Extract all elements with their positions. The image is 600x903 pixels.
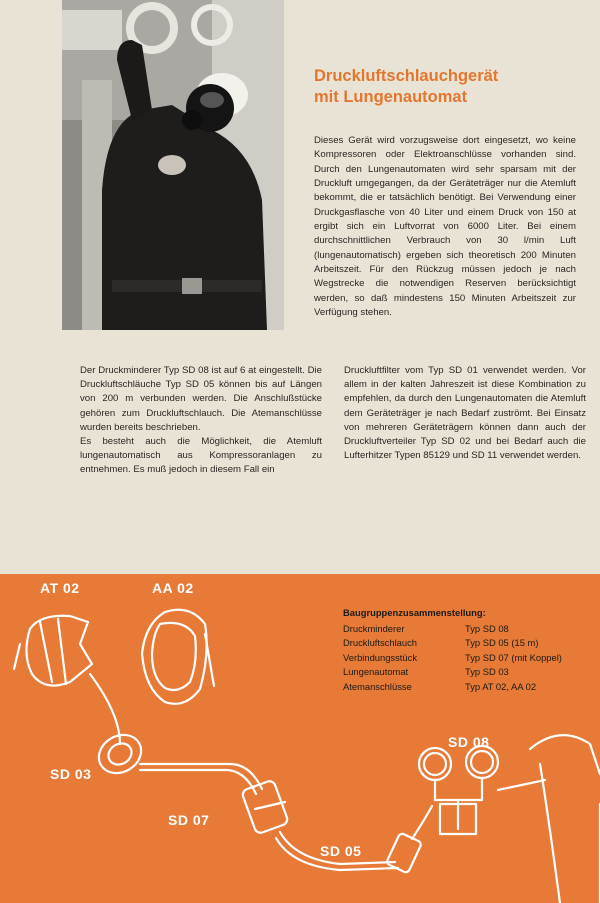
mask-hose: [90, 674, 120, 744]
assembly-row-type: Typ SD 05 (15 m): [465, 637, 539, 649]
left-paragraph-2: Es besteht auch die Möglichkeit, die Atemluft lungenautomatisch aus Kompressoranlagen zu entnehmen. Es muß jedoch in diesem Fall ein: [80, 436, 322, 476]
assembly-row: [343, 680, 583, 695]
assembly-row-name: Atemanschlüsse: [343, 680, 412, 692]
page-title: [314, 66, 584, 108]
assembly-row-type: Typ SD 08: [465, 622, 509, 634]
title-line-2: mit Lungenautomat: [314, 88, 468, 106]
assembly-row-name: Verbindungsstück: [343, 651, 418, 663]
label-at02: AT 02: [40, 580, 80, 596]
assembly-row-name: Druckminderer: [343, 622, 405, 634]
firefighter-illustration: [62, 0, 284, 330]
left-column: [80, 364, 322, 478]
intro-paragraph: Dieses Gerät wird vorzugsweise dort eingesetzt, wo keine Kompressoren oder Elektroanschlüsse vorhanden sind. Durch den Lungenautomaten wird sehr sparsam mit der Druckluft umgegangen, da der Geräteträger nur die Atemluft bekommt, die er tatsächlich benötigt. Bei Verwendung einer Druckgasflasche von 40 Liter und einem Druck von 150 at ergibt sich ein Luftvorrat von 6000 Liter. Bei einem durchschnittlichen Verbrauch von 30 l/min Luft (lungenautomatisch) ergeben sich theoretisch 200 Minuten Arbeitszeit. Für den Rückzug müssen jedoch je nach Wegstrecke die notwendigen Reserven berücksichtigt werden, so daß mindestens 150 Minuten Arbeitszeit zur Verfügung stehen.: [314, 135, 576, 319]
label-aa02: AA 02: [152, 580, 194, 596]
mask-aa02-inner: [152, 623, 196, 690]
assembly-list: [343, 606, 583, 695]
label-sd08: SD 08: [448, 734, 490, 750]
mask-at02-straps: [14, 619, 66, 684]
assembly-row: [343, 622, 583, 637]
assembly-heading: Baugruppenzusammenstellung:: [343, 607, 486, 618]
firefighter-photo: [62, 0, 284, 330]
assembly-row: [343, 665, 583, 680]
assembly-row-name: Lungenautomat: [343, 666, 409, 678]
assembly-row: [343, 651, 583, 666]
right-paragraph-1: Druckluftfilter vom Typ SD 01 verwendet werden. Vor allem in der kalten Jahreszeit ist diese Kombination zu empfehlen, da durch den Lungenautomaten die Atemluft dem Geräteträger je nach Bedarf zuströmt. Bei Einsatz von mehreren Geräteträgern können dann auch der Druckluftverteiler Typ SD 02 und bei Bedarf auch die Lufterhitzer Typen 85129 und SD 11 verwendet werden.: [344, 365, 586, 462]
label-sd07: SD 07: [168, 812, 210, 828]
label-sd05: SD 05: [320, 843, 362, 859]
left-paragraph-1: Der Druckminderer Typ SD 08 ist auf 6 at eingestellt. Die Druckluftschläuche Typ SD 05 können bis auf Längen von 200 m verbunden werden. Die Anschlußstücke gehören zum Druckluftschlauch. Die Atemanschlüsse wurden bereits beschrieben.: [80, 365, 322, 433]
right-column: [344, 364, 586, 463]
assembly-row-type: Typ AT 02, AA 02: [465, 680, 537, 692]
pressure-reducer-sd08: [435, 778, 482, 834]
lung-demand-valve-sd03: [92, 727, 148, 780]
assembly-row: [343, 636, 583, 651]
gas-cylinder: [530, 735, 600, 903]
assembly-row-type: Typ SD 07 (mit Koppel): [465, 651, 562, 663]
assembly-row-type: Typ SD 03: [465, 666, 509, 678]
title-line-1: Druckluftschlauchgerät: [314, 67, 499, 85]
label-sd03: SD 03: [50, 766, 92, 782]
assembly-row-name: Druckluftschlauch: [343, 637, 417, 649]
